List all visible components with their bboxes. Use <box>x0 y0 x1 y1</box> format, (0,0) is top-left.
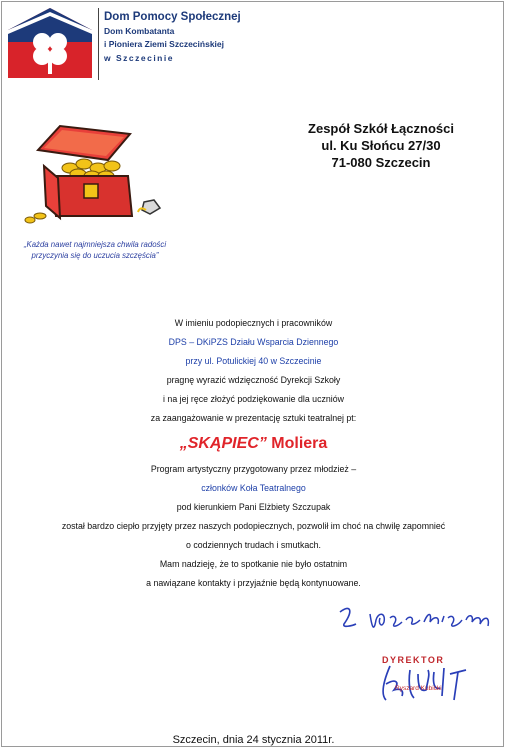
letter-line-9: pod kierunkiem Pani Elżbiety Szczupak <box>176 502 331 512</box>
organization-header <box>104 10 241 65</box>
letter-line-11: o codziennych trudach i smutkach. <box>186 540 321 550</box>
recipient-name: Zespół Szkół Łączności <box>308 121 454 136</box>
handwritten-greeting <box>332 598 502 638</box>
letter-body <box>0 314 507 593</box>
org-city: w Szczecinie <box>104 53 174 63</box>
stamp-signer-name: Ryszard Kubicki <box>395 685 442 692</box>
letter-line-5: i na jej ręce złożyć podziękowanie dla uczniów <box>163 394 344 404</box>
letter-line-6: za zaangażowanie w prezentację sztuki teatralnej pt: <box>150 413 357 423</box>
recipient-city: 71-080 Szczecin <box>331 155 431 170</box>
letter-line-1: W imieniu podopiecznych i pracowników <box>174 318 333 328</box>
treasure-chest-illustration <box>20 120 170 230</box>
motto-quote <box>0 239 190 261</box>
org-name: Dom Pomocy Społecznej <box>104 11 241 23</box>
letter-line-3: przy ul. Potulickiej 40 w Szczecinie <box>185 356 322 366</box>
play-title <box>0 428 507 460</box>
motto-line-1: „Każda nawet najmniejsza chwila radości <box>23 240 167 249</box>
handwritten-signature <box>370 660 500 708</box>
letter-line-4: pragnę wyrazić wdzięczność Dyrekcji Szkoły <box>166 375 341 385</box>
logo-divider <box>98 8 99 80</box>
letter-line-2: DPS – DKiPZS Działu Wsparcia Dziennego <box>168 337 339 347</box>
place-and-date: Szczecin, dnia 24 stycznia 2011r. <box>172 734 335 746</box>
letter-line-13: a nawiązane kontakty i przyjaźnie będą kontynuowane. <box>146 578 361 588</box>
letter-line-10: został bardzo ciepło przyjęty przez naszych podopiecznych, pozwolił im choć na chwilę zapomnieć <box>61 521 446 531</box>
play-author: Moliera <box>271 435 328 452</box>
play-title-name: „SKĄPIEC” <box>179 435 267 452</box>
recipient-address <box>266 120 496 171</box>
org-line-2: Dom Kombatanta <box>104 26 175 36</box>
motto-line-2: przyczynia się do uczucia szczęścia” <box>31 251 159 260</box>
recipient-street: ul. Ku Słońcu 27/30 <box>321 138 441 153</box>
letter-line-8: członków Koła Teatralnego <box>201 483 306 493</box>
clover-logo <box>8 8 92 78</box>
director-stamp: DYREKTOR <box>382 655 445 665</box>
letter-line-7: Program artystyczny przygotowany przez młodzież – <box>150 464 357 474</box>
org-line-3: i Pioniera Ziemi Szczecińskiej <box>104 39 224 49</box>
letter-line-12: Mam nadzieję, że to spotkanie nie było ostatnim <box>159 559 348 569</box>
